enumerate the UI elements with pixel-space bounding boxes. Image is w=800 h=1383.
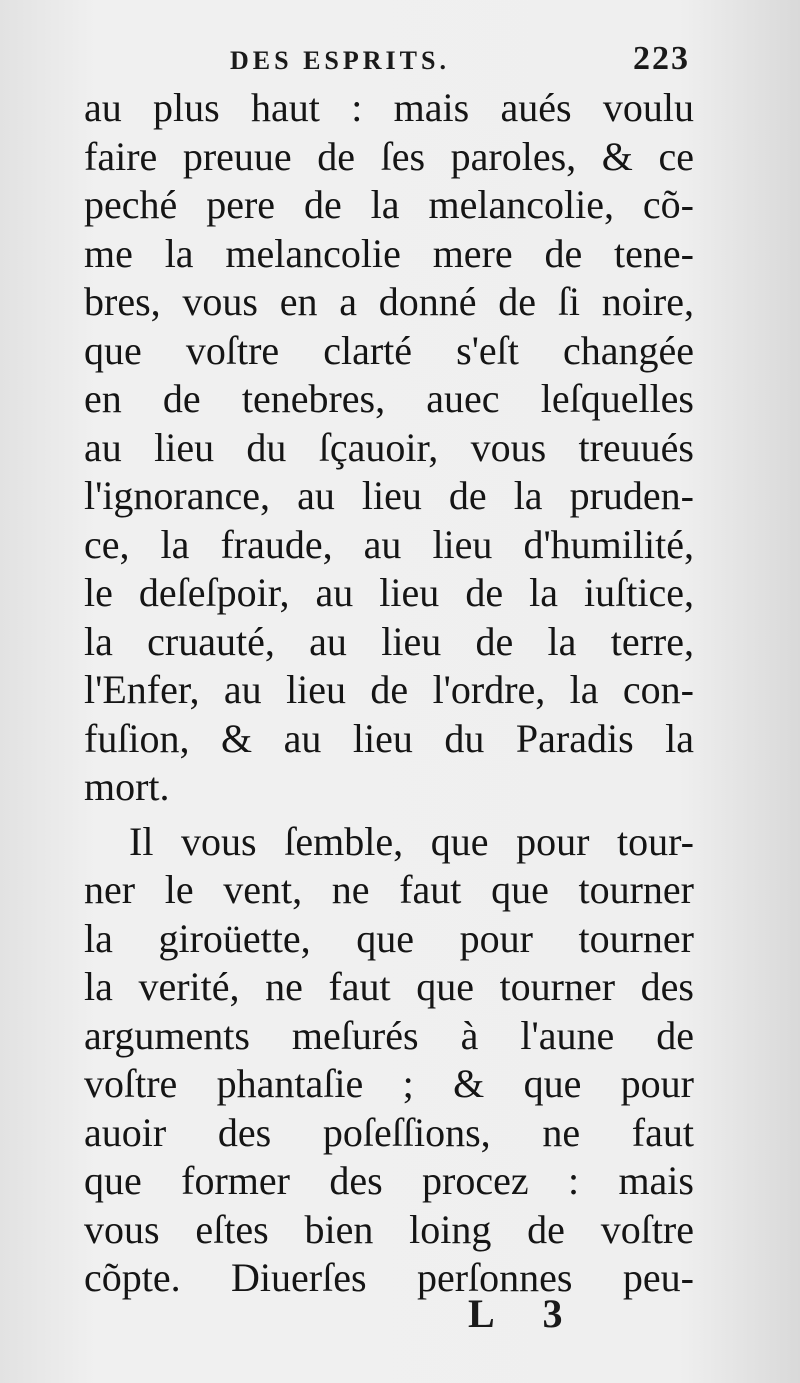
- paragraph: [84, 818, 694, 1303]
- text-line: ner le vent, ne faut que tourner: [84, 867, 694, 912]
- signature-mark: L 3: [468, 1291, 583, 1336]
- text-line: en de tenebres, auec leſquelles: [84, 376, 694, 421]
- text-line: fuſion, & au lieu du Paradis la: [84, 715, 694, 761]
- text-line: Il vous ſemble, que pour tour-: [129, 818, 694, 864]
- text-line: voſtre phantaſie ; & que pour: [84, 1061, 694, 1106]
- paragraph: [84, 84, 694, 812]
- text-line: auoir des poſeſſions, ne faut: [84, 1109, 694, 1155]
- text-line: la cruauté, au lieu de la terre,: [84, 618, 694, 664]
- text-line: le deſeſpoir, au lieu de la iuſtice,: [84, 570, 694, 615]
- text-line: la giroüette, que pour tourner: [84, 915, 694, 961]
- running-head-title: DES ESPRITS.: [230, 46, 450, 75]
- text-line: faire preuue de ſes paroles, & ce: [84, 133, 694, 179]
- text-line: au lieu du ſçauoir, vous treuués: [84, 424, 694, 470]
- text-line: que former des procez : mais: [84, 1158, 694, 1203]
- text-line: me la melancolie mere de tene-: [84, 230, 694, 276]
- text-line: cõpte. Diuerſes perſonnes peu-: [84, 1255, 694, 1300]
- page-number: 223: [633, 40, 690, 77]
- text-line: l'Enfer, au lieu de l'ordre, la con-: [84, 667, 694, 712]
- running-head: [230, 40, 690, 80]
- text-line: l'ignorance, au lieu de la pruden-: [84, 473, 694, 518]
- text-line: vous eſtes bien loing de voſtre: [84, 1206, 694, 1252]
- body-text: [84, 84, 694, 1303]
- text-line: ce, la fraude, au lieu d'humilité,: [84, 521, 694, 567]
- text-line: mort.: [84, 764, 170, 809]
- text-line: que voſtre clarté s'eſt changée: [84, 327, 694, 373]
- text-line: peché pere de la melancolie, cõ-: [84, 182, 694, 227]
- text-line: au plus haut : mais aués voulu: [84, 85, 694, 130]
- text-line: la verité, ne faut que tourner des: [84, 964, 694, 1009]
- text-line: bres, vous en a donné de ſi noire,: [84, 279, 694, 324]
- text-line: arguments meſurés à l'aune de: [84, 1012, 694, 1058]
